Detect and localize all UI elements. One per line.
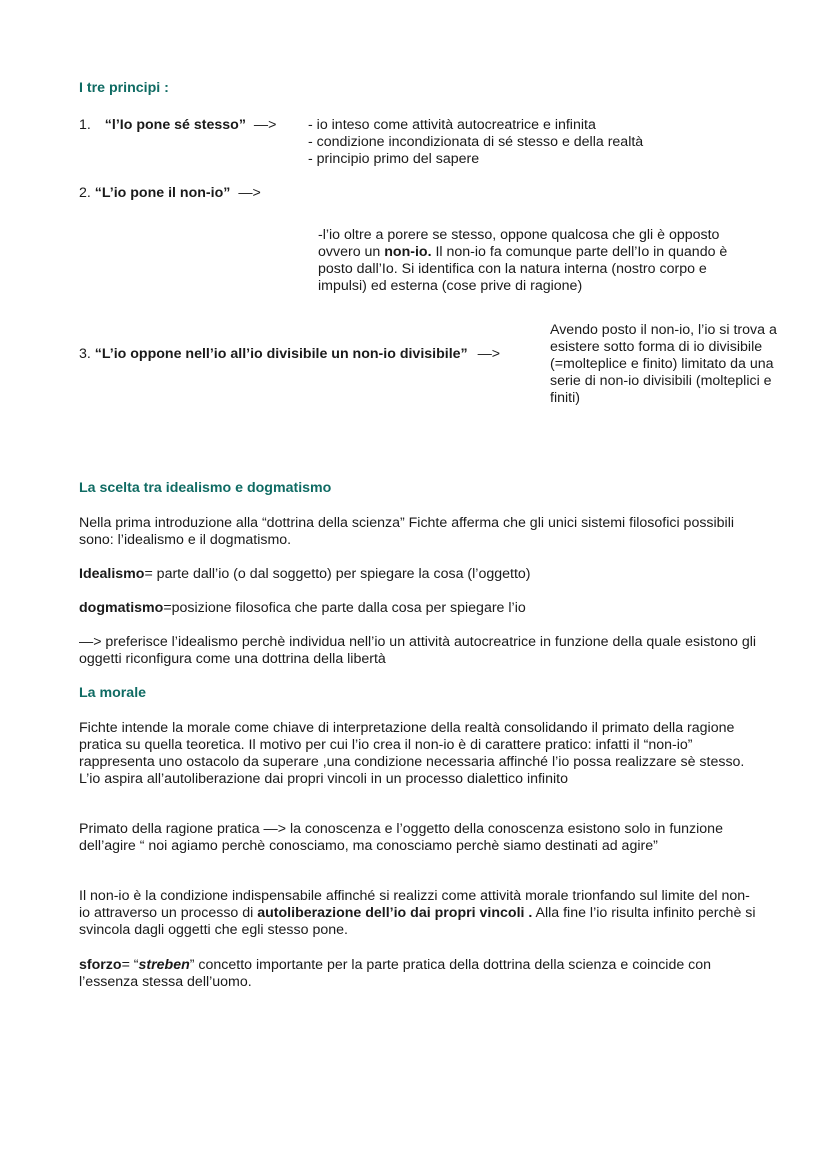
streben-term: streben — [138, 957, 190, 973]
principle-1-number: 1. — [79, 117, 91, 133]
principle-3 — [79, 346, 500, 363]
dogmatismo-term: dogmatismo — [79, 600, 164, 616]
principle-2-desc-text-2: Il non-io fa comunque parte dell’Io in quando è posto dall’Io. Si identifica con la natura interna (nostro corpo e impulsi) ed esterna (cose prive di ragione) — [318, 244, 728, 294]
arrow-icon: —> — [477, 346, 501, 362]
arrow-icon: —> — [253, 117, 277, 133]
sforzo-eq: = “ — [121, 957, 139, 973]
preferisce-paragraph: —> preferisce l’idealismo perchè individua nell’io un attività autocreatrice in funzione della quale esistono gli oggetti riconfigura come una dottrina della libertà — [79, 634, 757, 667]
principle-2-number: 2. — [79, 185, 91, 201]
section-title-principi: I tre principi : — [79, 80, 169, 96]
principle-1-item: - principio primo del sapere — [308, 151, 480, 167]
principle-3-description: Avendo posto il non-io, l’io si trova a esistere sotto forma di io divisibile (=molteplice e finito) limitato da una serie di non-io divisibili (molteplici e finiti) — [550, 322, 777, 406]
idealismo-text: = parte dall’io (o dal soggetto) per spiegare la cosa (l’oggetto) — [144, 566, 531, 582]
scelta-intro: Nella prima introduzione alla “dottrina della scienza” Fichte afferma che gli unici sistemi filosofici possibili sono: l’idealismo e il dogmatismo. — [79, 515, 735, 548]
morale-paragraph-3 — [79, 888, 757, 939]
dogmatismo-text: =posizione filosofica che parte dalla cosa per spiegare l’io — [163, 600, 526, 616]
morale-p3-text-2: Alla fine l’io risulta infinito perchè si svincola dagli oggetti che egli stesso pone. — [79, 905, 756, 938]
section-title-morale: La morale — [79, 685, 147, 701]
principle-1-label: “l’Io pone sé stesso” — [104, 117, 246, 133]
morale-p3-text: Il non-io è la condizione indispensabile affinché si realizzi come attività morale trionfando sul limite del non-io attraverso un processo di — [79, 888, 750, 921]
idealismo-definition — [79, 566, 759, 583]
sforzo-term: sforzo — [79, 957, 122, 973]
morale-paragraph-2: Primato della ragione pratica —> la conoscenza e l’oggetto della conoscenza esistono solo in funzione dell’agire “ noi agiamo perchè conosciamo, ma conosciamo perchè siamo destinati ad agire” — [79, 821, 723, 854]
principle-1-items — [308, 117, 728, 168]
morale-paragraph-1: Fichte intende la morale come chiave di interpretazione della realtà consolidando il primato della ragione pratica su quella teoretica. Il motivo per cui l’io crea il non-io è di carattere pratico: infatti il “non-io” rappresenta uno ostacolo da superare ,una condizione necessaria affinché l’io possa realizzare sè stesso. L’io aspira all’autoliberazione dai propri vincoli in un processo dialettico infinito — [79, 720, 745, 787]
principle-1-item: - io inteso come attività autocreatrice e infinita — [308, 117, 596, 133]
arrow-icon: —> — [238, 185, 261, 201]
principle-3-number: 3. — [79, 346, 91, 362]
principle-2 — [79, 185, 261, 202]
morale-p3-bold: autoliberazione dell’io dai propri vincoli . — [257, 905, 533, 921]
principle-2-label: “L’io pone il non-io” — [94, 185, 231, 201]
principle-2-description — [318, 227, 728, 295]
principle-3-label: “L’io oppone nell’io all’io divisibile un non-io divisibile” — [94, 346, 468, 362]
dogmatismo-definition — [79, 600, 759, 617]
sforzo-definition — [79, 957, 757, 991]
section-title-scelta: La scelta tra idealismo e dogmatismo — [79, 480, 332, 496]
sforzo-text: ” concetto importante per la parte pratica della dottrina della scienza e coincide con l’essenza stessa dell’uomo. — [79, 957, 712, 990]
principle-2-desc-text: -l’io oltre a porere se stesso, oppone qualcosa che gli è opposto ovvero un — [318, 227, 720, 260]
principle-1 — [79, 117, 276, 134]
principle-2-desc-bold: non-io. — [384, 244, 432, 260]
principle-1-item: - condizione incondizionata di sé stesso e della realtà — [308, 134, 644, 150]
idealismo-term: Idealismo — [79, 566, 145, 582]
